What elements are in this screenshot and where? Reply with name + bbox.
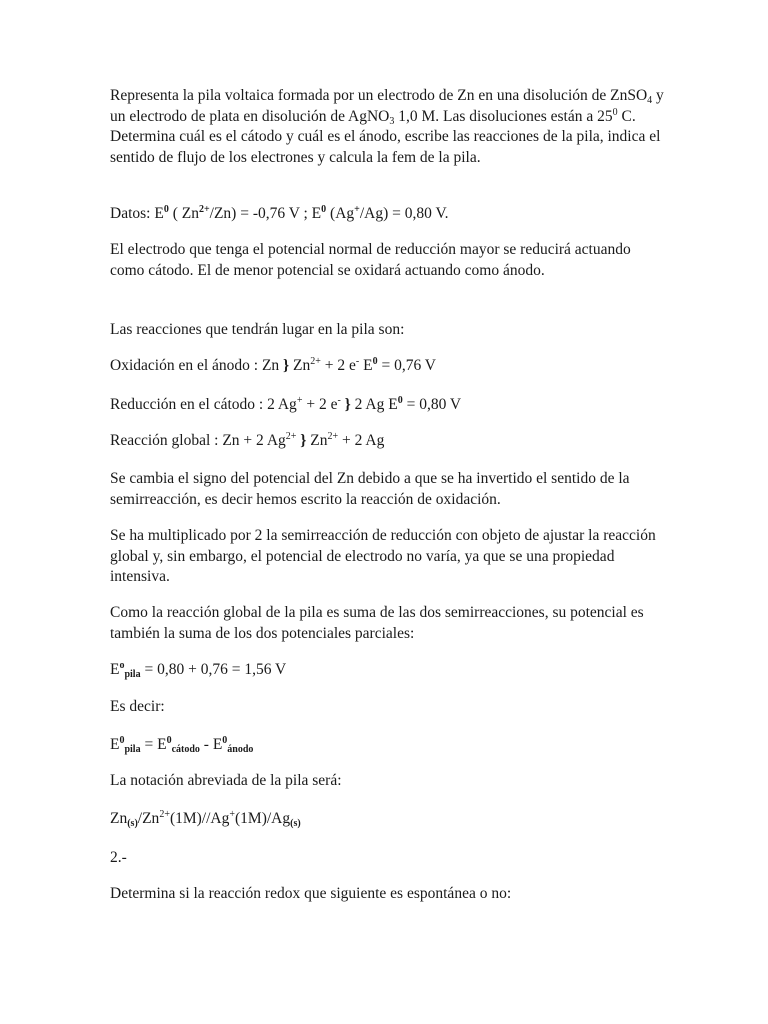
intro-text: y un electrodo de plata en disolución de AgNO — [110, 87, 664, 125]
intro-text: C. Determina cuál es el cátodo y cuál es el ánodo, escribe las reacciones de la pila, indica el sentido de flujo de los electrones y calcula la fem de la pila. — [110, 107, 661, 166]
es-decir-text: Es decir: — [110, 698, 165, 715]
intro-paragraph — [110, 86, 666, 168]
arrow-symbol: } — [283, 357, 290, 374]
fem-formula: $E^0_{pila} = E^0_{cátodo} - E^0_{ánodo}$ — [110, 735, 254, 755]
global-reaction-line: Reacción global : Zn + 2 $Ag^{2+}$ } $Zn^{2+} + 2$ Ag — [110, 431, 385, 449]
superscript: 0 — [612, 106, 618, 118]
datos-line: Datos: $E^0$ ( $Zn^{2+}/Zn) = -0,76$ V ; $E^0$ (Ag+/Ag) = 0,80 V. — [110, 204, 449, 222]
reduction-line: Reducción en el cátodo : 2 Ag+ + 2 e- } 2 Ag $E^0 = 0,80$ V — [110, 395, 462, 413]
reacciones-intro: Las reacciones que tendrán lugar en la pila son: — [110, 321, 405, 338]
section-number: 2.- — [110, 849, 127, 866]
subscript: 4 — [647, 95, 653, 106]
fem-equation: $E^o_{pila} = 0,80 + 0,76 = 1,56$ V — [110, 660, 287, 680]
suma-paragraph: Como la reacción global de la pila es suma de las dos semirreacciones, su potencial es también la suma de los dos potenciales parciales: — [110, 604, 644, 642]
multiplicado-paragraph: Se ha multiplicado por 2 la semirreacción de reducción con objeto de ajustar la reacción global y, sin embargo, el potencial de electrodo no varía, ya que se una propiedad intensiva. — [110, 527, 656, 585]
oxidation-line: Oxidación en el ánodo : Zn } $Zn^{2+} + 2$ e- $E^0 = 0,76$ V — [110, 356, 436, 374]
intro-text: 1,0 M. Las disoluciones están a 25 — [394, 107, 613, 125]
subscript: 3 — [389, 115, 395, 127]
intro-text: Representa la pila voltaica formada por un electrodo de Zn en una disolución de ZnSO — [110, 87, 648, 104]
notacion-intro: La notación abreviada de la pila será: — [110, 772, 342, 789]
question-text: Determina si la reacción redox que siguiente es espontánea o no: — [110, 885, 512, 902]
arrow-symbol: } — [300, 432, 307, 449]
signo-paragraph: Se cambia el signo del potencial del Zn debido a que se ha invertido el sentido de la semirreacción, es decir hemos escrito la reacción de oxidación. — [110, 470, 630, 508]
cell-notation: $Zn_{(s)}/Zn^{2+}(1M)//Ag^+(1M)/Ag_{(s)}$ — [110, 809, 301, 829]
electrodo-paragraph: El electrodo que tenga el potencial normal de reducción mayor se reducirá actuando como cátodo. El de menor potencial se oxidará actuando como ánodo. — [110, 241, 631, 279]
arrow-symbol: } — [344, 396, 351, 413]
